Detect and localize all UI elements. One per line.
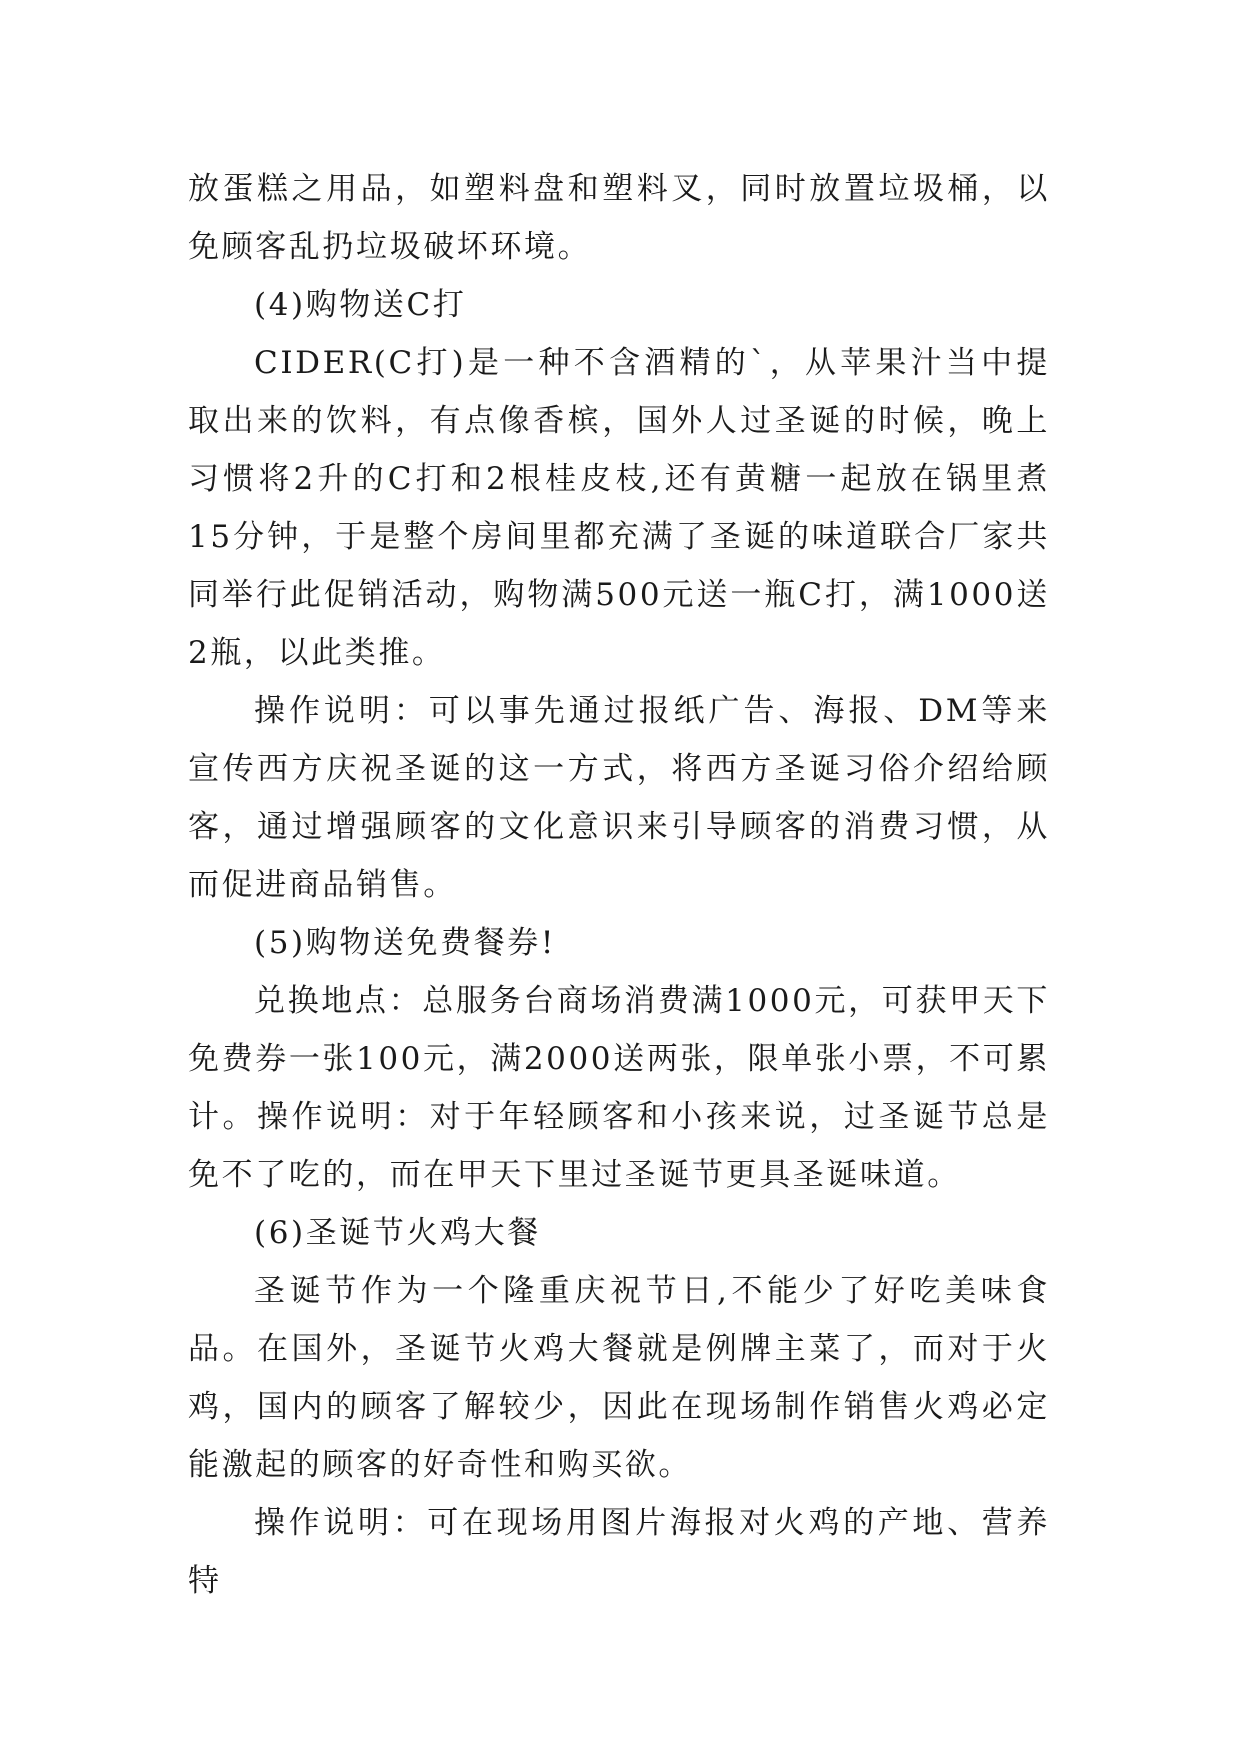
paragraph-turkey-dinner: 圣诞节作为一个隆重庆祝节日,不能少了好吃美味食品。在国外，圣诞节火鸡大餐就是例牌主菜了，而对于火鸡，国内的顾客了解较少，因此在现场制作销售火鸡必定能激起的顾客的好奇性和购买欲。 <box>188 1273 1050 1483</box>
document-body <box>188 160 1050 1610</box>
section-heading-cider: (4)购物送C打 <box>254 287 467 323</box>
paragraph-cider-instructions: 操作说明：可以事先通过报纸广告、海报、DM等来宣传西方庆祝圣诞的这一方式，将西方圣诞习俗介绍给顾客，通过增强顾客的文化意识来引导顾客的消费习惯，从而促进商品销售。 <box>188 693 1050 903</box>
paragraph-meal-voucher: 兑换地点：总服务台商场消费满1000元，可获甲天下免费券一张100元，满2000送两张，限单张小票，不可累计。操作说明：对于年轻顾客和小孩来说，过圣诞节总是免不了吃的，而在甲天下里过圣诞节更具圣诞味道。 <box>188 983 1050 1193</box>
paragraph-turkey-instructions: 操作说明：可在现场用图片海报对火鸡的产地、营养特 <box>188 1505 1050 1599</box>
section-heading-turkey-dinner: (6)圣诞节火鸡大餐 <box>254 1215 541 1251</box>
section-heading-meal-voucher: (5)购物送免费餐券! <box>254 925 556 961</box>
paragraph-cider-description: CIDER(C打)是一种不含酒精的`，从苹果汁当中提取出来的饮料，有点像香槟，国外人过圣诞的时候，晚上习惯将2升的C打和2根桂皮枝,还有黄糖一起放在锅里煮15分钟，于是整个房间里都充满了圣诞的味道联合厂家共同举行此促销活动，购物满500元送一瓶C打，满1000送2瓶，以此类推。 <box>188 345 1050 671</box>
paragraph-cake-supplies: 放蛋糕之用品，如塑料盘和塑料叉，同时放置垃圾桶，以免顾客乱扔垃圾破坏环境。 <box>188 171 1050 265</box>
